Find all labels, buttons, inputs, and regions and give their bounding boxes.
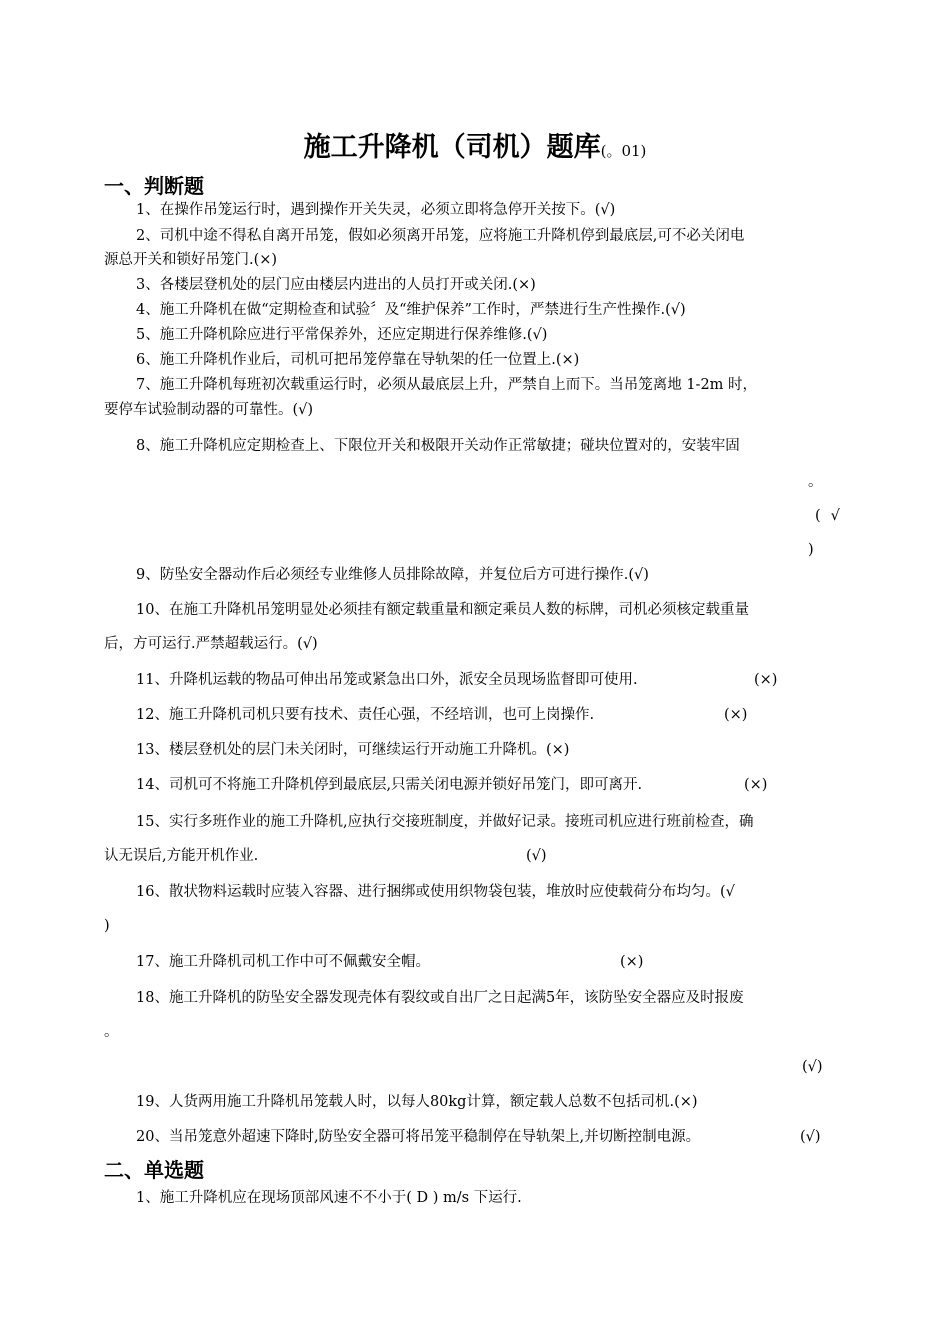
question-11-answer: (×)	[754, 672, 778, 688]
question-7-line-2: 要停车试验制动器的可靠性。(√)	[104, 402, 314, 418]
question-5: 5、施工升降机除应进行平常保养外，还应定期进行保养维修.(√)	[136, 327, 548, 343]
question-15-answer: (√)	[526, 848, 547, 864]
document-title	[0, 128, 950, 171]
question-8-answer-close: )	[808, 542, 814, 558]
question-8-line-2: 。	[808, 474, 823, 490]
question-12-answer: (×)	[724, 707, 748, 723]
question-19: 19、人货两用施工升降机吊笼载人时，以每人80kg计算，额定载人总数不包括司机.(×)	[136, 1094, 698, 1110]
question-3: 3、各楼层登机处的层门应由楼层内进出的人员打开或关闭.(×)	[136, 277, 536, 293]
question-15-line-2: 认无误后,方能开机作业.	[104, 848, 259, 864]
question-14-answer: (×)	[744, 777, 768, 793]
question-18-line-2: 。	[104, 1024, 119, 1040]
choice-question-1: 1、施工升降机应在现场顶部风速不不小于( D ) m/s 下运行.	[136, 1190, 522, 1206]
question-20-answer: (√)	[800, 1129, 821, 1145]
question-15-line-1: 15、实行多班作业的施工升降机,应执行交接班制度，并做好记录。接班司机应进行班前检查，确	[136, 814, 754, 830]
section-heading-true-false: 一、判断题	[104, 174, 204, 198]
section-heading-single-choice: 二、单选题	[104, 1158, 204, 1182]
question-13: 13、楼层登机处的层门未关闭时，可继续运行开动施工升降机。(×)	[136, 742, 570, 758]
question-16-line-2: )	[104, 918, 110, 934]
question-8-line-1: 8、施工升降机应定期检查上、下限位开关和极限开关动作正常敏捷；碰块位置对的，安装牢固	[136, 438, 740, 454]
question-17: 17、施工升降机司机工作中可不佩戴安全帽。	[136, 954, 430, 970]
question-18-answer: (√)	[802, 1059, 823, 1075]
question-17-answer: (×)	[620, 954, 644, 970]
question-9: 9、防坠安全器动作后必须经专业维修人员排除故障，并复位后方可进行操作.(√)	[136, 567, 649, 583]
question-10-line-2: 后，方可运行.严禁超载运行。(√)	[104, 636, 318, 652]
question-1: 1、在操作吊笼运行时，遇到操作开关失灵，必须立即将急停开关按下。(√)	[136, 202, 616, 218]
question-4: 4、施工升降机在做“定期检查和试验〞及“维护保养”工作时，严禁进行生产性操作.(√)	[136, 302, 686, 318]
title-suffix: (。01)	[600, 142, 647, 160]
question-10-line-1: 10、在施工升降机吊笼明显处必须挂有额定载重量和额定乘员人数的标牌，司机必须核定载重量	[136, 602, 749, 618]
question-16-line-1: 16、散状物料运载时应装入容器、进行捆绑或使用织物袋包装，堆放时应使载荷分布均匀。(√	[136, 884, 735, 900]
question-11: 11、升降机运载的物品可伸出吊笼或紧急出口外，派安全员现场监督即可使用.	[136, 672, 638, 688]
question-2-line-2: 源总开关和锁好吊笼门.(×)	[104, 252, 278, 268]
title-text: 施工升降机（司机）题库	[303, 132, 601, 163]
question-8-answer-open: (√	[815, 508, 850, 524]
question-14: 14、司机可不将施工升降机停到最底层,只需关闭电源并锁好吊笼门，即可离开.	[136, 777, 643, 793]
question-20: 20、当吊笼意外超速下降时,防坠安全器可将吊笼平稳制停在导轨架上,并切断控制电源。	[136, 1129, 701, 1145]
question-12: 12、施工升降机司机只要有技术、责任心强，不经培训，也可上岗操作.	[136, 707, 595, 723]
question-6: 6、施工升降机作业后，司机可把吊笼停靠在导轨架的任一位置上.(×)	[136, 352, 580, 368]
question-7-line-1: 7、施工升降机每班初次载重运行时，必须从最底层上升，严禁自上而下。当吊笼离地 1-2m 时，	[136, 377, 758, 393]
question-2-line-1: 2、司机中途不得私自离开吊笼，假如必须离开吊笼，应将施工升降机停到最底层,可不必关闭电	[136, 228, 745, 244]
question-18-line-1: 18、施工升降机的防坠安全器发现壳体有裂纹或自出厂之日起满5年，该防坠安全器应及时报废	[136, 990, 744, 1006]
